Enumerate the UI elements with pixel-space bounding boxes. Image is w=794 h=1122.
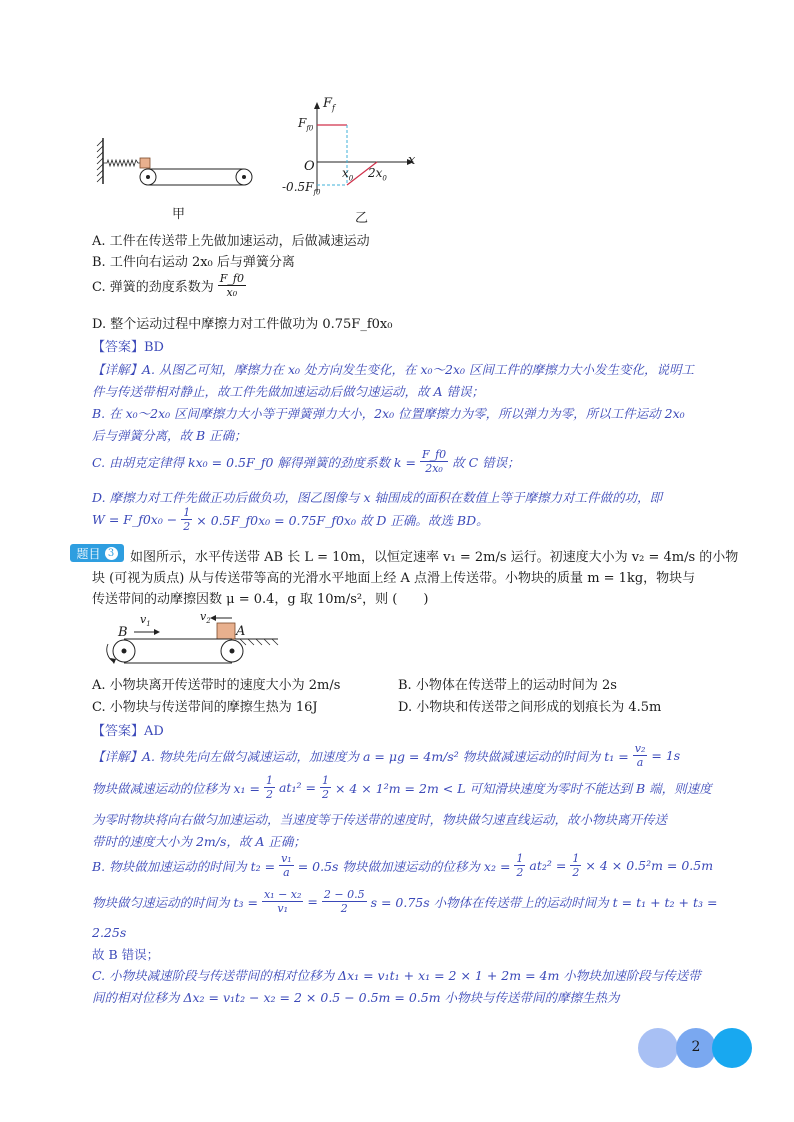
q3-option-a: A. 小物块离开传送带时的速度大小为 2m/s: [92, 678, 341, 693]
q2-detail-2: 件与传送带相对静止，故工件先做加速运动后做匀速运动，故 A 错误；: [92, 384, 484, 399]
q3-option-c: C. 小物块与传送带间的摩擦生热为 16J: [92, 700, 318, 715]
page-circle-1: [638, 1028, 678, 1068]
q3-stem-1: 如图所示，水平传送带 AB 长 L = 10m，以恒定速率 v₁ = 2m/s 运行。初速度大小为 v₂ = 4m/s 的小物: [130, 550, 739, 565]
q2-detail-7: W = F_f0x₀ − $\frac{1}{2}$ × 0.5F_f0x₀ = 0.75F_f0x₀ 故 D 正确。故选 BD。: [92, 506, 489, 533]
q2-detail-5: C. 由胡克定律得 kx₀ = 0.5F_f0 解得弹簧的劲度系数 k = $\frac{F\_f0}{\text{2x₀}}$ 故 C 错误；: [92, 448, 520, 475]
q3-sol-10: 间的相对位移为 Δx₂ = v₁t₂ − x₂ = 2 × 0.5 − 0.5m = 0.5m 小物块与传送带间的摩擦生热为: [92, 990, 620, 1005]
question-badge: 题目 3: [70, 544, 124, 562]
q3-point-b: B: [118, 625, 128, 640]
q3-sol-9: C. 小物块减速阶段与传送带间的相对位移为 Δx₁ = v₁t₁ + x₁ = 2 × 1 + 2m = 4m 小物块加速阶段与传送带: [92, 968, 701, 983]
q3-stem-2: 块 (可视为质点) 从与传送带等高的光滑水平地面上经 A 点滑上传送带。小物块的质量 m = 1kg，物块与: [92, 571, 696, 586]
figure-jia: [96, 132, 266, 194]
q2-detail-4: 后与弹簧分离，故 B 正确；: [92, 428, 247, 443]
q2-option-b: B. 工件向右运动 2x₀ 后与弹簧分离: [92, 255, 295, 270]
q3-option-b: B. 小物体在传送带上的运动时间为 2s: [398, 678, 617, 693]
axis-y-label: $F_f$: [323, 96, 335, 113]
axis-x-label: x: [408, 153, 416, 168]
q3-sol-2: 物块做减速运动的位移为 x₁ = $\frac{1}{2}$ at₁² = $\frac{1}{2}$ × 4 × 1²m = 2m < L 可知滑块速度为零时不能达到 B 端，则速度: [92, 774, 712, 801]
q3-stem-3: 传送带间的动摩擦因数 μ = 0.4，g 取 10m/s²，则 ( ): [92, 592, 429, 607]
q2-detail-3: B. 在 x₀～2x₀ 区间摩擦力大小等于弹簧弹力大小，2x₀ 位置摩擦力为零，所以弹力为零，所以工件运动 2x₀: [92, 406, 685, 421]
f0-label: $F_{f0}$: [298, 116, 314, 133]
q2-option-d: D. 整个运动过程中摩擦力对工件做功为 0.75F_f0x₀: [92, 317, 393, 332]
q3-option-d: D. 小物块和传送带之间形成的划痕长为 4.5m: [398, 700, 662, 715]
q3-v1-label: $v_1$: [140, 613, 151, 629]
q3-sol-5: B. 物块做加速运动的时间为 t₂ = $\frac{\text{v₁}}{a}$ = 0.5s 物块做加速运动的位移为 x₂ = $\frac{1}{2}$ at₂² = $\frac{1}{2}$ × 4 × 0.5²m = 0.5m: [92, 852, 714, 879]
q3-v2-label: $v_2$: [200, 610, 211, 626]
q3-sol-1: 【详解】A. 物块先向左做匀减速运动，加速度为 a = μg = 4m/s² 物块做减速运动的时间为 t₁ = $\frac{\text{v₂}}{a}$ = 1s: [92, 742, 681, 769]
q2-detail-6: D. 摩擦力对工件先做正功后做负功，图乙图像与 x 轴围成的面积在数值上等于摩擦力对工件做的功，即: [92, 490, 663, 505]
q3-sol-4: 带时的速度大小为 2m/s，故 A 正确；: [92, 834, 306, 849]
q2-option-c: C. 弹簧的劲度系数为 F_f0 x₀: [92, 272, 244, 299]
q2-detail-1: 【详解】A. 从图乙可知，摩擦力在 x₀ 处方向发生变化，在 x₀～2x₀ 区间工件的摩擦力大小发生变化，说明工: [92, 362, 695, 377]
q3-answer: 【答案】AD: [92, 724, 164, 739]
two-x0-label: $2x_0$: [368, 166, 387, 183]
q3-sol-7: 2.25s: [92, 925, 127, 940]
x0-label: $x_0$: [342, 166, 354, 183]
figure-yi-label: 乙: [355, 211, 369, 226]
q3-sol-3: 为零时物块将向右做匀加速运动，当速度等于传送带的速度时，物块做匀速直线运动，故小物块离开传送: [92, 812, 668, 827]
page-number: 2: [691, 1039, 701, 1055]
q2-answer: 【答案】BD: [92, 340, 164, 355]
q2-option-a: A. 工件在传送带上先做加速运动，后做减速运动: [92, 234, 370, 249]
figure-jia-label: 甲: [172, 207, 186, 222]
neg-f0-label: $-0.5F_{f0}$: [282, 180, 321, 197]
q3-sol-8: 故 B 错误；: [92, 947, 160, 962]
page-circle-3: [712, 1028, 752, 1068]
figure-q3-belt: [100, 612, 280, 668]
origin-label: O: [304, 159, 315, 174]
q3-point-a: A: [236, 624, 246, 639]
q3-sol-6: 物块做匀速运动的时间为 t₃ = $\frac{\text{x₁ − x₂}}{\text{v₁}}$ = $\frac{2 - 0.5}{2}$ s = 0.75s 小物体在传送带上的运动时间为 t = t₁ + t₂ + t₃ =: [92, 888, 718, 915]
